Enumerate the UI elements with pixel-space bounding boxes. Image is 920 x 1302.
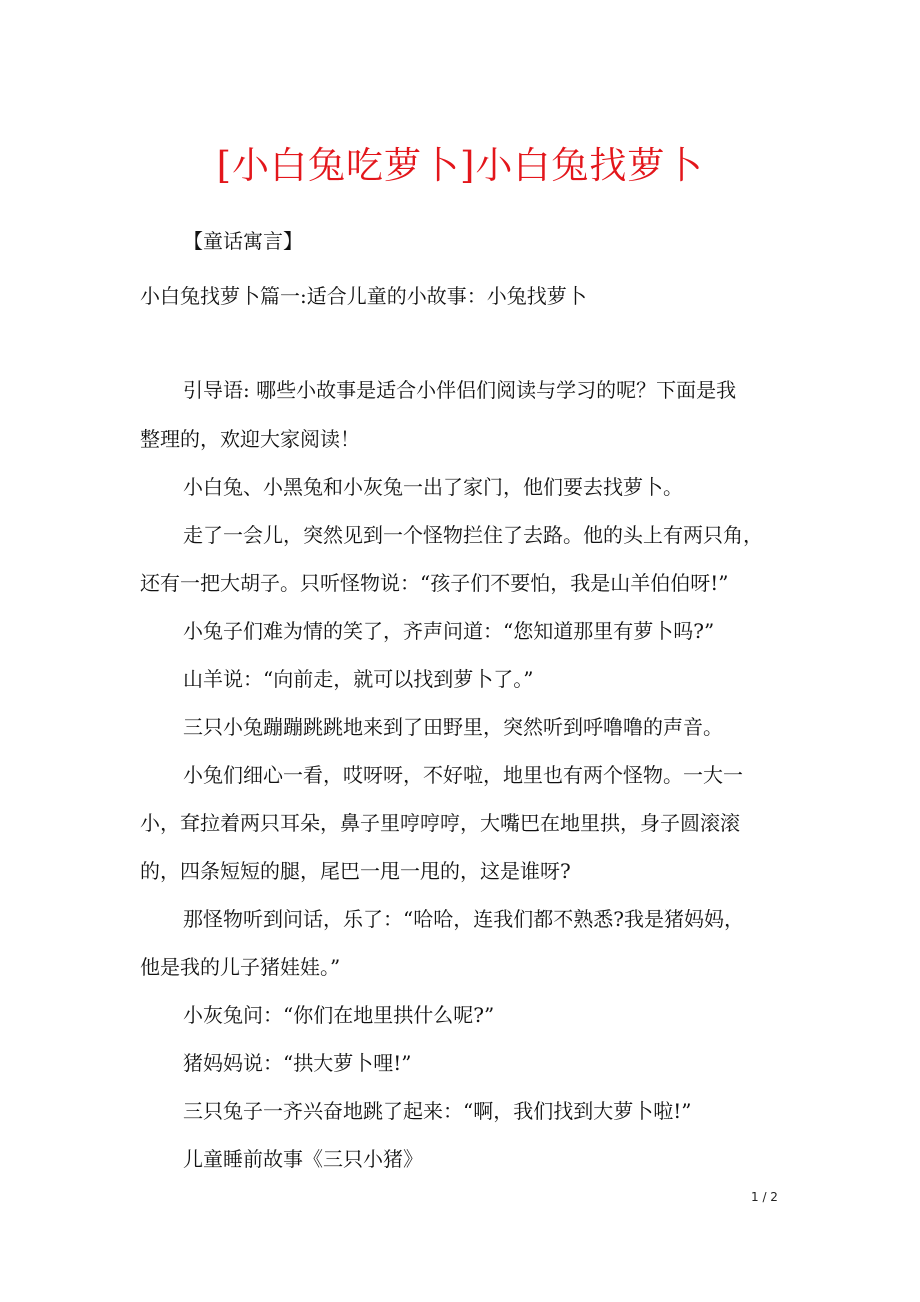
- paragraph-line: 的，四条短短的腿，尾巴一甩一甩的，这是谁呀?: [140, 859, 571, 883]
- paragraph-line: 那怪物听到问话，乐了：“哈哈，连我们都不熟悉?我是猪妈妈，: [183, 907, 744, 931]
- paragraph-line: 引导语: 哪些小故事是适合小伴侣们阅读与学习的呢？下面是我: [183, 378, 737, 402]
- paragraph-line: 三只兔子一齐兴奋地跳了起来：“啊，我们找到大萝卜啦!”: [183, 1099, 692, 1123]
- paragraph-line: 他是我的儿子猪娃娃。”: [140, 955, 341, 979]
- paragraph-line: 小灰兔问：“你们在地里拱什么呢?”: [183, 1003, 495, 1027]
- page-number: 1 / 2: [751, 1190, 778, 1204]
- paragraph-line: 儿童睡前故事《三只小猪》: [183, 1147, 423, 1171]
- document-title: [小白兔吃萝卜]小白兔找萝卜: [216, 144, 704, 187]
- paragraph-line: 三只小兔蹦蹦跳跳地来到了田野里，突然听到呼噜噜的声音。: [183, 715, 723, 739]
- paragraph-line: 走了一会儿，突然见到一个怪物拦住了去路。他的头上有两只角，: [183, 523, 763, 547]
- paragraph-line: 整理的，欢迎大家阅读！: [140, 427, 360, 451]
- paragraph-line: 猪妈妈说：“拱大萝卜哩!”: [183, 1051, 412, 1075]
- paragraph-line: 小兔们细心一看，哎呀呀，不好啦，地里也有两个怪物。一大一: [183, 763, 743, 787]
- paragraph-line: 小，耷拉着两只耳朵，鼻子里哼哼哼，大嘴巴在地里拱，身子圆滚滚: [140, 811, 740, 835]
- section-subtitle: 小白兔找萝卜篇一:适合儿童的小故事：小兔找萝卜: [140, 284, 587, 308]
- category-label: 【童话寓言】: [183, 229, 303, 253]
- paragraph-line: 小兔子们难为情的笑了，齐声问道：“您知道那里有萝卜吗?”: [183, 619, 715, 643]
- paragraph-line: 小白兔、小黑兔和小灰兔一出了家门，他们要去找萝卜。: [183, 475, 683, 499]
- paragraph-line: 还有一把大胡子。只听怪物说：“孩子们不要怕，我是山羊伯伯呀!”: [140, 571, 729, 595]
- paragraph-line: 山羊说：“向前走，就可以找到萝卜了。”: [183, 667, 534, 691]
